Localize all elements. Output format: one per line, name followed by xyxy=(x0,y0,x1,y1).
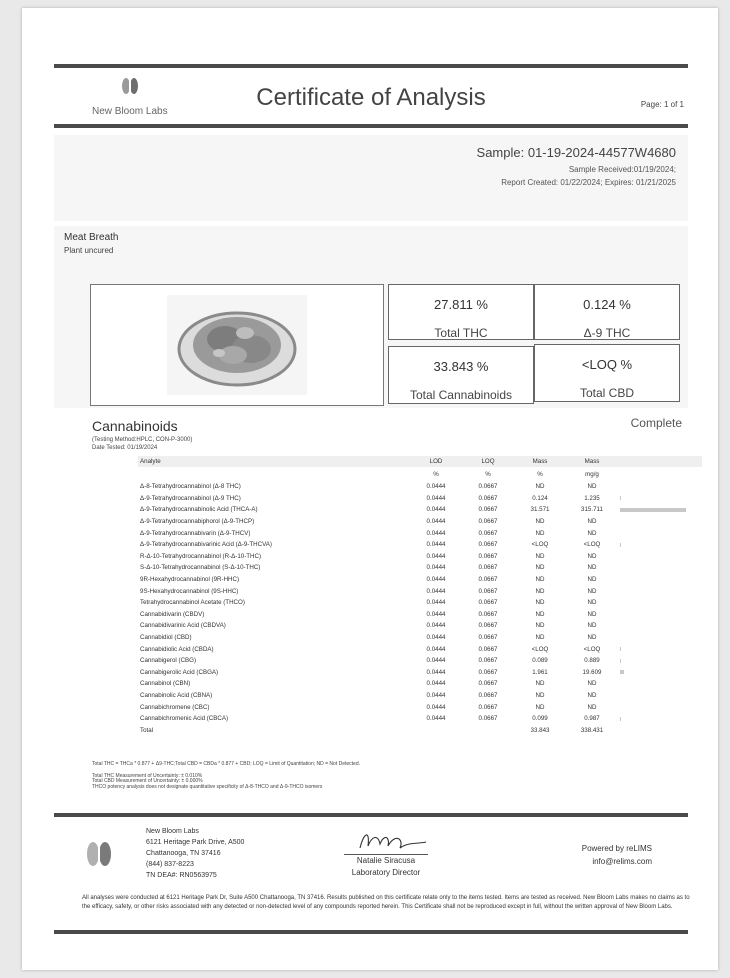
lod-cell: 0.0444 xyxy=(426,541,446,549)
page-number: Page: 1 of 1 xyxy=(640,100,684,109)
total-row xyxy=(138,724,702,736)
sample-photo-frame xyxy=(90,284,384,406)
analyte-cell: R-Δ-10-Tetrahydrocannabinol (R-Δ-10-THC) xyxy=(140,552,262,560)
unit-mass-pct: % xyxy=(537,470,543,478)
mass-pct-cell: ND xyxy=(535,552,545,560)
lod-cell: 0.0444 xyxy=(426,634,446,642)
header-mass-pct: Mass xyxy=(514,456,566,467)
mass-mg-cell: ND xyxy=(587,552,597,560)
total-label: Total xyxy=(140,726,154,734)
total-thc-value: 27.811 % xyxy=(434,297,488,312)
mass-pct-cell: ND xyxy=(535,483,545,491)
lod-cell: 0.0444 xyxy=(426,691,446,699)
document-header xyxy=(54,72,688,132)
disclaimer: All analyses were conducted at 6121 Heritage Park Dr, Suite A500 Chattanooga, TN 37416. Results published on this certificate relate only to the items tested. Items are tested as received. New Bloom Labs makes no claims as to the efficacy, safety, or other risks associated with any detected or non-detected level of any compounds reported herein. This Certificate shall not be reproduced except in full, without the written approval of New Bloom Labs. xyxy=(82,895,690,910)
mass-mg-cell: ND xyxy=(587,599,597,607)
mass-bar xyxy=(620,670,624,674)
total-cannabinoids-value: 33.843 % xyxy=(433,359,489,374)
mass-mg-cell: ND xyxy=(587,518,597,526)
footer-logo-icon xyxy=(82,840,116,868)
unit-mass-mg: mg/g xyxy=(585,470,599,478)
lod-cell: 0.0444 xyxy=(426,622,446,630)
total-thc-box xyxy=(388,284,534,340)
analyte-cell: Δ-9-Tetrahydrocannabinolic Acid (THCA-A) xyxy=(140,506,258,514)
lod-cell: 0.0444 xyxy=(426,564,446,572)
loq-cell: 0.0667 xyxy=(478,668,498,676)
mass-pct-cell: ND xyxy=(535,622,545,630)
loq-cell: 0.0667 xyxy=(478,518,498,526)
table-row xyxy=(138,678,702,690)
footer-address1: 6121 Heritage Park Drive, A500 xyxy=(146,839,245,846)
mass-pct-cell: ND xyxy=(535,634,545,642)
analyte-cell: Cannabigerolic Acid (CBGA) xyxy=(140,668,219,676)
powered-by: Powered by reLIMS xyxy=(581,844,652,853)
loq-cell: 0.0667 xyxy=(478,680,498,688)
analyte-cell: Tetrahydrocannabinol Acetate (THCO) xyxy=(140,599,245,607)
loq-cell: 0.0667 xyxy=(478,657,498,665)
cannabinoids-table xyxy=(138,456,702,736)
uncertainty-cbd-note: Total CBD Measurement of Uncertainty: ± 0.000% xyxy=(92,778,203,785)
loq-cell: 0.0667 xyxy=(478,483,498,491)
bottom-rule xyxy=(54,930,688,934)
uncertainty-thc-note: Total THC Measurement of Uncertainty: ± 0.010% xyxy=(92,772,203,779)
lod-cell: 0.0444 xyxy=(426,506,446,514)
footer-dea: TN DEA#: RN0563975 xyxy=(146,872,217,879)
loq-cell: 0.0667 xyxy=(478,645,498,653)
sample-info xyxy=(54,135,688,221)
table-row xyxy=(138,713,702,725)
loq-cell: 0.0667 xyxy=(478,529,498,537)
mass-mg-cell: 0.987 xyxy=(584,715,600,723)
total-cbd-value: <LOQ % xyxy=(581,357,633,372)
table-row xyxy=(138,481,702,493)
cannabinoids-title: Cannabinoids xyxy=(92,418,178,434)
mass-bar xyxy=(620,508,686,512)
mass-pct-cell: ND xyxy=(535,564,545,572)
lod-cell: 0.0444 xyxy=(426,657,446,665)
table-row xyxy=(138,620,702,632)
table-row xyxy=(138,562,702,574)
total-cannabinoids-label: Total Cannabinoids xyxy=(409,388,513,402)
product-name: Meat Breath xyxy=(64,232,119,243)
mass-pct-cell: ND xyxy=(535,610,545,618)
table-row xyxy=(138,574,702,586)
powered-by-block xyxy=(582,842,652,868)
loq-cell: 0.0667 xyxy=(478,691,498,699)
mass-mg-cell: <LOQ xyxy=(583,645,601,653)
loq-cell: 0.0667 xyxy=(478,541,498,549)
loq-cell: 0.0667 xyxy=(478,564,498,572)
loq-cell: 0.0667 xyxy=(478,610,498,618)
header-bar xyxy=(618,456,702,467)
analyte-cell: Δ-9-Tetrahydrocannabiphorol (Δ-9-THCP) xyxy=(140,518,255,526)
signer-title: Laboratory Director xyxy=(351,868,421,877)
lod-cell: 0.0444 xyxy=(426,668,446,676)
mass-pct-cell: 1.961 xyxy=(532,668,548,676)
analyte-cell: Δ-9-Tetrahydrocannabivarinic Acid (Δ-9-THCVA) xyxy=(140,541,272,549)
lod-cell: 0.0444 xyxy=(426,587,446,595)
d9-thc-label: Δ-9 THC xyxy=(583,326,631,340)
total-pct: 33.843 xyxy=(530,726,550,734)
mass-mg-cell: ND xyxy=(587,703,597,711)
product-description: Plant uncured xyxy=(64,246,114,255)
document-title: Certificate of Analysis xyxy=(256,84,486,111)
lod-cell: 0.0444 xyxy=(426,715,446,723)
table-row xyxy=(138,527,702,539)
lod-cell: 0.0444 xyxy=(426,703,446,711)
analyte-cell: Δ-8-Tetrahydrocannabinol (Δ-8 THC) xyxy=(140,483,241,491)
header-loq: LOQ xyxy=(462,456,514,467)
potency-summary xyxy=(54,278,688,408)
mass-mg-cell: ND xyxy=(587,564,597,572)
footnotes xyxy=(92,762,360,790)
table-row xyxy=(138,690,702,702)
loq-cell: 0.0667 xyxy=(478,506,498,514)
analyte-cell: Cannabinol (CBN) xyxy=(140,680,191,688)
table-row xyxy=(138,667,702,679)
total-mg: 338.431 xyxy=(580,726,604,734)
lod-cell: 0.0444 xyxy=(426,483,446,491)
d9-thc-value: 0.124 % xyxy=(583,297,631,312)
table-row xyxy=(138,493,702,505)
table-row xyxy=(138,504,702,516)
signer-name: Natalie Siracusa xyxy=(344,854,428,867)
mass-pct-cell: ND xyxy=(535,518,545,526)
sample-id: Sample: 01-19-2024-44577W4680 xyxy=(476,145,676,160)
loq-cell: 0.0667 xyxy=(478,715,498,723)
mass-pct-cell: ND xyxy=(535,680,545,688)
mass-pct-cell: 0.089 xyxy=(532,657,548,665)
lod-cell: 0.0444 xyxy=(426,680,446,688)
mass-mg-cell: ND xyxy=(587,529,597,537)
analyte-cell: 9R-Hexahydrocannabinol (9R-HHC) xyxy=(140,576,240,584)
table-row xyxy=(138,643,702,655)
total-thc-label: Total THC xyxy=(434,326,488,340)
footer-phone: (844) 837-8223 xyxy=(146,861,194,868)
lod-cell: 0.0444 xyxy=(426,599,446,607)
mass-bar xyxy=(620,543,621,547)
analyte-cell: Cannabidivarinic Acid (CBDVA) xyxy=(140,622,226,630)
date-tested: Date Tested: 01/19/2024 xyxy=(92,445,158,451)
mass-pct-cell: 0.099 xyxy=(532,715,548,723)
mass-pct-cell: ND xyxy=(535,529,545,537)
mass-pct-cell: ND xyxy=(535,587,545,595)
mass-pct-cell: ND xyxy=(535,599,545,607)
loq-cell: 0.0667 xyxy=(478,703,498,711)
table-row xyxy=(138,585,702,597)
mass-mg-cell: ND xyxy=(587,691,597,699)
mass-bar xyxy=(620,659,621,663)
mass-mg-cell: ND xyxy=(587,622,597,630)
analyte-cell: S-Δ-10-Tetrahydrocannabinol (S-Δ-10-THC) xyxy=(140,564,261,572)
lod-cell: 0.0444 xyxy=(426,529,446,537)
table-row xyxy=(138,539,702,551)
mass-mg-cell: ND xyxy=(587,680,597,688)
cannabinoids-section xyxy=(54,412,688,772)
sample-photo xyxy=(167,295,307,395)
analyte-cell: 9S-Hexahydrocannabinol (9S-HHC) xyxy=(140,587,239,595)
unit-lod: % xyxy=(433,470,439,478)
d9-thc-box xyxy=(534,284,680,340)
mass-bar xyxy=(620,647,621,651)
analyte-cell: Cannabinolic Acid (CBNA) xyxy=(140,691,213,699)
mass-mg-cell: 315.711 xyxy=(581,506,603,514)
analyte-cell: Cannabichromenic Acid (CBCA) xyxy=(140,715,229,723)
mass-pct-cell: ND xyxy=(535,691,545,699)
table-header-row xyxy=(138,456,702,467)
table-row xyxy=(138,701,702,713)
sample-received: Sample Received:01/19/2024; xyxy=(568,165,676,174)
mass-pct-cell: 31.571 xyxy=(530,506,550,514)
analyte-cell: Δ-9-Tetrahydrocannabinol (Δ-9 THC) xyxy=(140,494,241,502)
header-rule xyxy=(54,124,688,128)
mass-mg-cell: 0.889 xyxy=(584,657,600,665)
table-row xyxy=(138,632,702,644)
lod-cell: 0.0444 xyxy=(426,576,446,584)
table-row xyxy=(138,516,702,528)
table-row xyxy=(138,551,702,563)
unit-loq: % xyxy=(485,470,491,478)
loq-cell: 0.0667 xyxy=(478,587,498,595)
lod-cell: 0.0444 xyxy=(426,645,446,653)
status-badge: Complete xyxy=(630,416,682,430)
total-cannabinoids-box xyxy=(388,346,534,404)
analyte-cell: Δ-9-Tetrahydrocannabivarin (Δ-9-THCV) xyxy=(140,529,251,537)
top-rule xyxy=(54,64,688,68)
definitions-note: Total THC = THCa * 0.877 + Δ9-THC;Total CBD = CBDa * 0.877 + CBD; LOQ = Limit of Quantitation; ND = Not Detected. xyxy=(92,761,360,767)
header-lod: LOD xyxy=(410,456,462,467)
mass-pct-cell: ND xyxy=(535,576,545,584)
mass-mg-cell: ND xyxy=(587,576,597,584)
units-row xyxy=(138,467,702,481)
table-row xyxy=(138,597,702,609)
footer-address2: Chattanooga, TN 37416 xyxy=(146,850,221,857)
report-created: Report Created: 01/22/2024; Expires: 01/21/2025 xyxy=(501,178,676,187)
lod-cell: 0.0444 xyxy=(426,610,446,618)
analyte-cell: Cannabidiolic Acid (CBDA) xyxy=(140,645,214,653)
lod-cell: 0.0444 xyxy=(426,518,446,526)
loq-cell: 0.0667 xyxy=(478,576,498,584)
mass-mg-cell: <LOQ xyxy=(583,541,601,549)
signer-block xyxy=(344,854,428,879)
mass-mg-cell: ND xyxy=(587,634,597,642)
mass-pct-cell: ND xyxy=(535,703,545,711)
footer-lab-name: New Bloom Labs xyxy=(146,828,199,835)
loq-cell: 0.0667 xyxy=(478,494,498,502)
total-cbd-box xyxy=(534,344,680,402)
analyte-cell: Cannabigerol (CBG) xyxy=(140,657,197,665)
mass-bar xyxy=(620,717,621,721)
loq-cell: 0.0667 xyxy=(478,622,498,630)
powered-email[interactable]: info@relims.com xyxy=(592,857,652,866)
mass-mg-cell: ND xyxy=(587,587,597,595)
table-row xyxy=(138,655,702,667)
testing-method: (Testing Method:HPLC, CON-P-3000) xyxy=(92,437,193,443)
table-row xyxy=(138,609,702,621)
loq-cell: 0.0667 xyxy=(478,552,498,560)
header-analyte: Analyte xyxy=(138,456,410,467)
mass-mg-cell: 19.609 xyxy=(582,668,602,676)
product-info xyxy=(54,226,688,278)
loq-cell: 0.0667 xyxy=(478,634,498,642)
loq-cell: 0.0667 xyxy=(478,599,498,607)
lod-cell: 0.0444 xyxy=(426,494,446,502)
mass-mg-cell: ND xyxy=(587,483,597,491)
mass-mg-cell: 1.235 xyxy=(584,494,600,502)
thco-note: THCO potency analysis does not designate quantitative specificity of Δ-8-THCO and Δ-9-THCO isomers xyxy=(92,783,323,790)
mass-pct-cell: <LOQ xyxy=(531,645,549,653)
signature xyxy=(352,826,432,856)
unit-analyte xyxy=(138,467,410,481)
lab-contact xyxy=(146,826,244,881)
mass-pct-cell: <LOQ xyxy=(531,541,549,549)
analyte-cell: Cannabichromene (CBC) xyxy=(140,703,210,711)
lab-name: New Bloom Labs xyxy=(92,106,168,117)
total-cbd-label: Total CBD xyxy=(579,386,635,400)
mass-bar xyxy=(620,496,621,500)
mass-mg-cell: ND xyxy=(587,610,597,618)
footer-rule xyxy=(54,813,688,817)
certificate-page xyxy=(22,8,718,970)
analyte-cell: Cannabidiol (CBD) xyxy=(140,634,192,642)
analyte-cell: Cannabidivarin (CBDV) xyxy=(140,610,205,618)
header-mass-mg: Mass xyxy=(566,456,618,467)
lod-cell: 0.0444 xyxy=(426,552,446,560)
mass-pct-cell: 0.124 xyxy=(532,494,548,502)
